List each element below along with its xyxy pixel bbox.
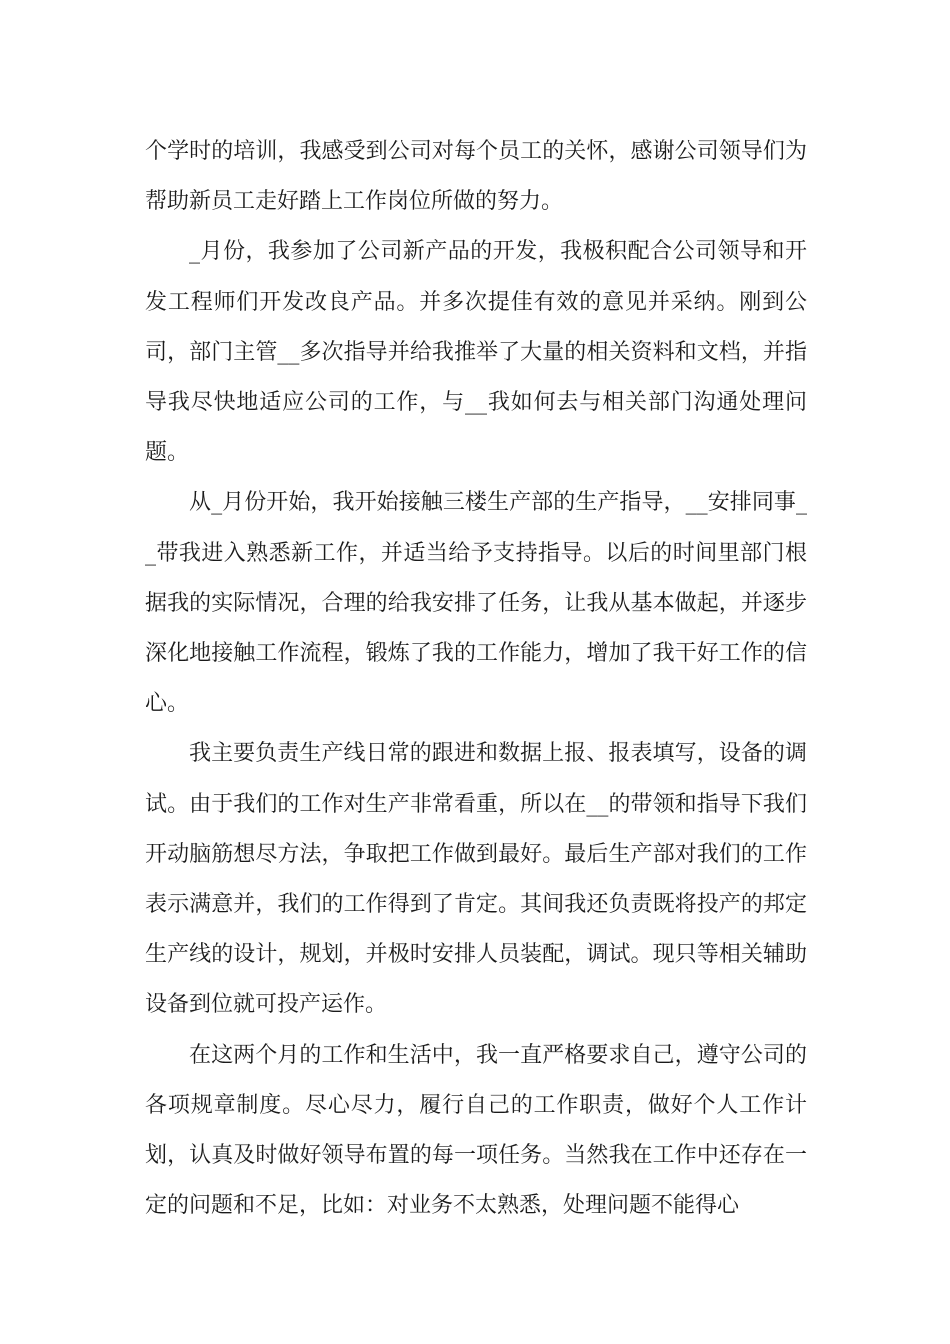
document-body	[145, 127, 807, 1231]
paragraph-3: 从_月份开始，我开始接触三楼生产部的生产指导，__安排同事__带我进入熟悉新工作，并适当给予支持指导。以后的时间里部门根据我的实际情况，合理的给我安排了任务，让我从基本做起，并逐步深化地接触工作流程，锻炼了我的工作能力，增加了我干好工作的信心。	[145, 490, 807, 717]
paragraph-1: 个学时的培训，我感受到公司对每个员工的关怀，感谢公司领导们为帮助新员工走好踏上工作岗位所做的努力。	[145, 139, 807, 215]
paragraph-5: 在这两个月的工作和生活中，我一直严格要求自己，遵守公司的各项规章制度。尽心尽力，履行自己的工作职责，做好个人工作计划，认真及时做好领导布置的每一项任务。当然我在工作中还存在一定的问题和不足，比如：对业务不太熟悉，处理问题不能得心	[145, 1042, 807, 1219]
paragraph-2: _月份，我参加了公司新产品的开发，我极积配合公司领导和开发工程师们开发改良产品。并多次提佳有效的意见并采纳。刚到公司，部门主管__多次指导并给我推举了大量的相关资料和文档，并指导我尽快地适应公司的工作，与__我如何去与相关部门沟通处理问题。	[145, 239, 807, 466]
paragraph-4: 我主要负责生产线日常的跟进和数据上报、报表填写，设备的调试。由于我们的工作对生产非常看重，所以在__的带领和指导下我们开动脑筋想尽方法，争取把工作做到最好。最后生产部对我们的工作表示满意并，我们的工作得到了肯定。其间我还负责既将投产的邦定生产线的设计，规划，并极时安排人员装配，调试。现只等相关辅助设备到位就可投产运作。	[145, 741, 807, 1018]
